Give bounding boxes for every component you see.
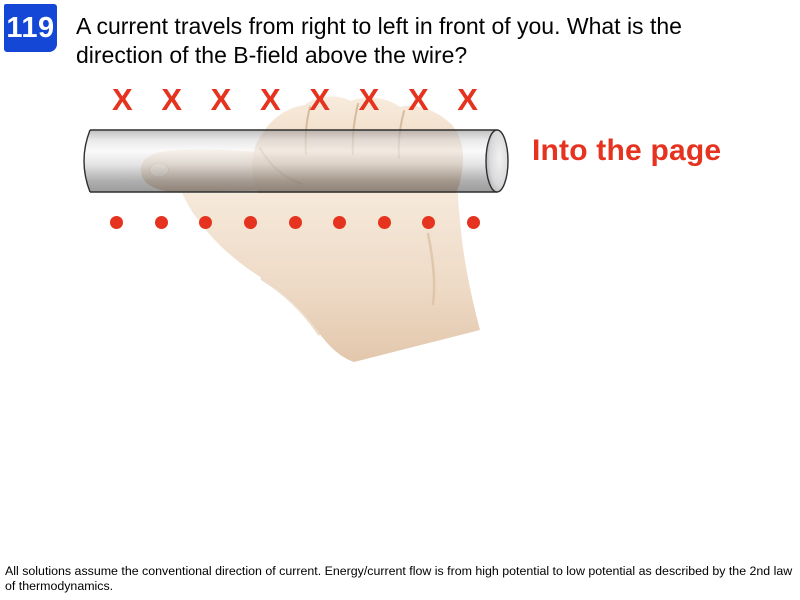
- into-page-x-symbol: X: [358, 82, 380, 117]
- right-hand-rule-figure: [80, 90, 520, 405]
- out-of-page-dot-symbol: [333, 216, 346, 229]
- out-of-page-dot-symbol: [378, 216, 391, 229]
- into-page-x-symbol: X: [457, 82, 478, 117]
- out-of-page-dot-symbol: [244, 216, 257, 229]
- into-page-x-symbol: X: [259, 82, 281, 117]
- b-field-above-row: [112, 84, 478, 115]
- question-title-line1: A current travels from right to left in front of you. What is the: [76, 13, 682, 39]
- answer-label: Into the page: [532, 134, 722, 167]
- out-of-page-dot-symbol: [422, 216, 435, 229]
- wire-cylinder-icon: [84, 130, 508, 192]
- wire-body: [84, 130, 497, 192]
- question-title-line2: direction of the B-field above the wire?: [76, 42, 468, 68]
- out-of-page-dot-symbol: [467, 216, 480, 229]
- into-page-x-symbol: X: [309, 82, 330, 117]
- question-title: [76, 12, 756, 70]
- out-of-page-dot-symbol: [155, 216, 168, 229]
- out-of-page-dot-symbol: [110, 216, 123, 229]
- into-page-x-symbol: X: [407, 82, 429, 117]
- into-page-x-symbol: X: [210, 82, 232, 117]
- out-of-page-dot-symbol: [199, 216, 212, 229]
- into-page-x-symbol: X: [112, 82, 133, 117]
- question-number-badge: 119: [4, 4, 57, 52]
- footer-note: All solutions assume the conventional direction of current. Energy/current flow is from high potential to low potential as described by the 2nd law of thermodynamics.: [5, 564, 793, 593]
- out-of-page-dot-symbol: [289, 216, 302, 229]
- into-page-x-symbol: X: [161, 82, 183, 117]
- b-field-below-row: [110, 215, 480, 229]
- wire-end-cap: [486, 130, 508, 192]
